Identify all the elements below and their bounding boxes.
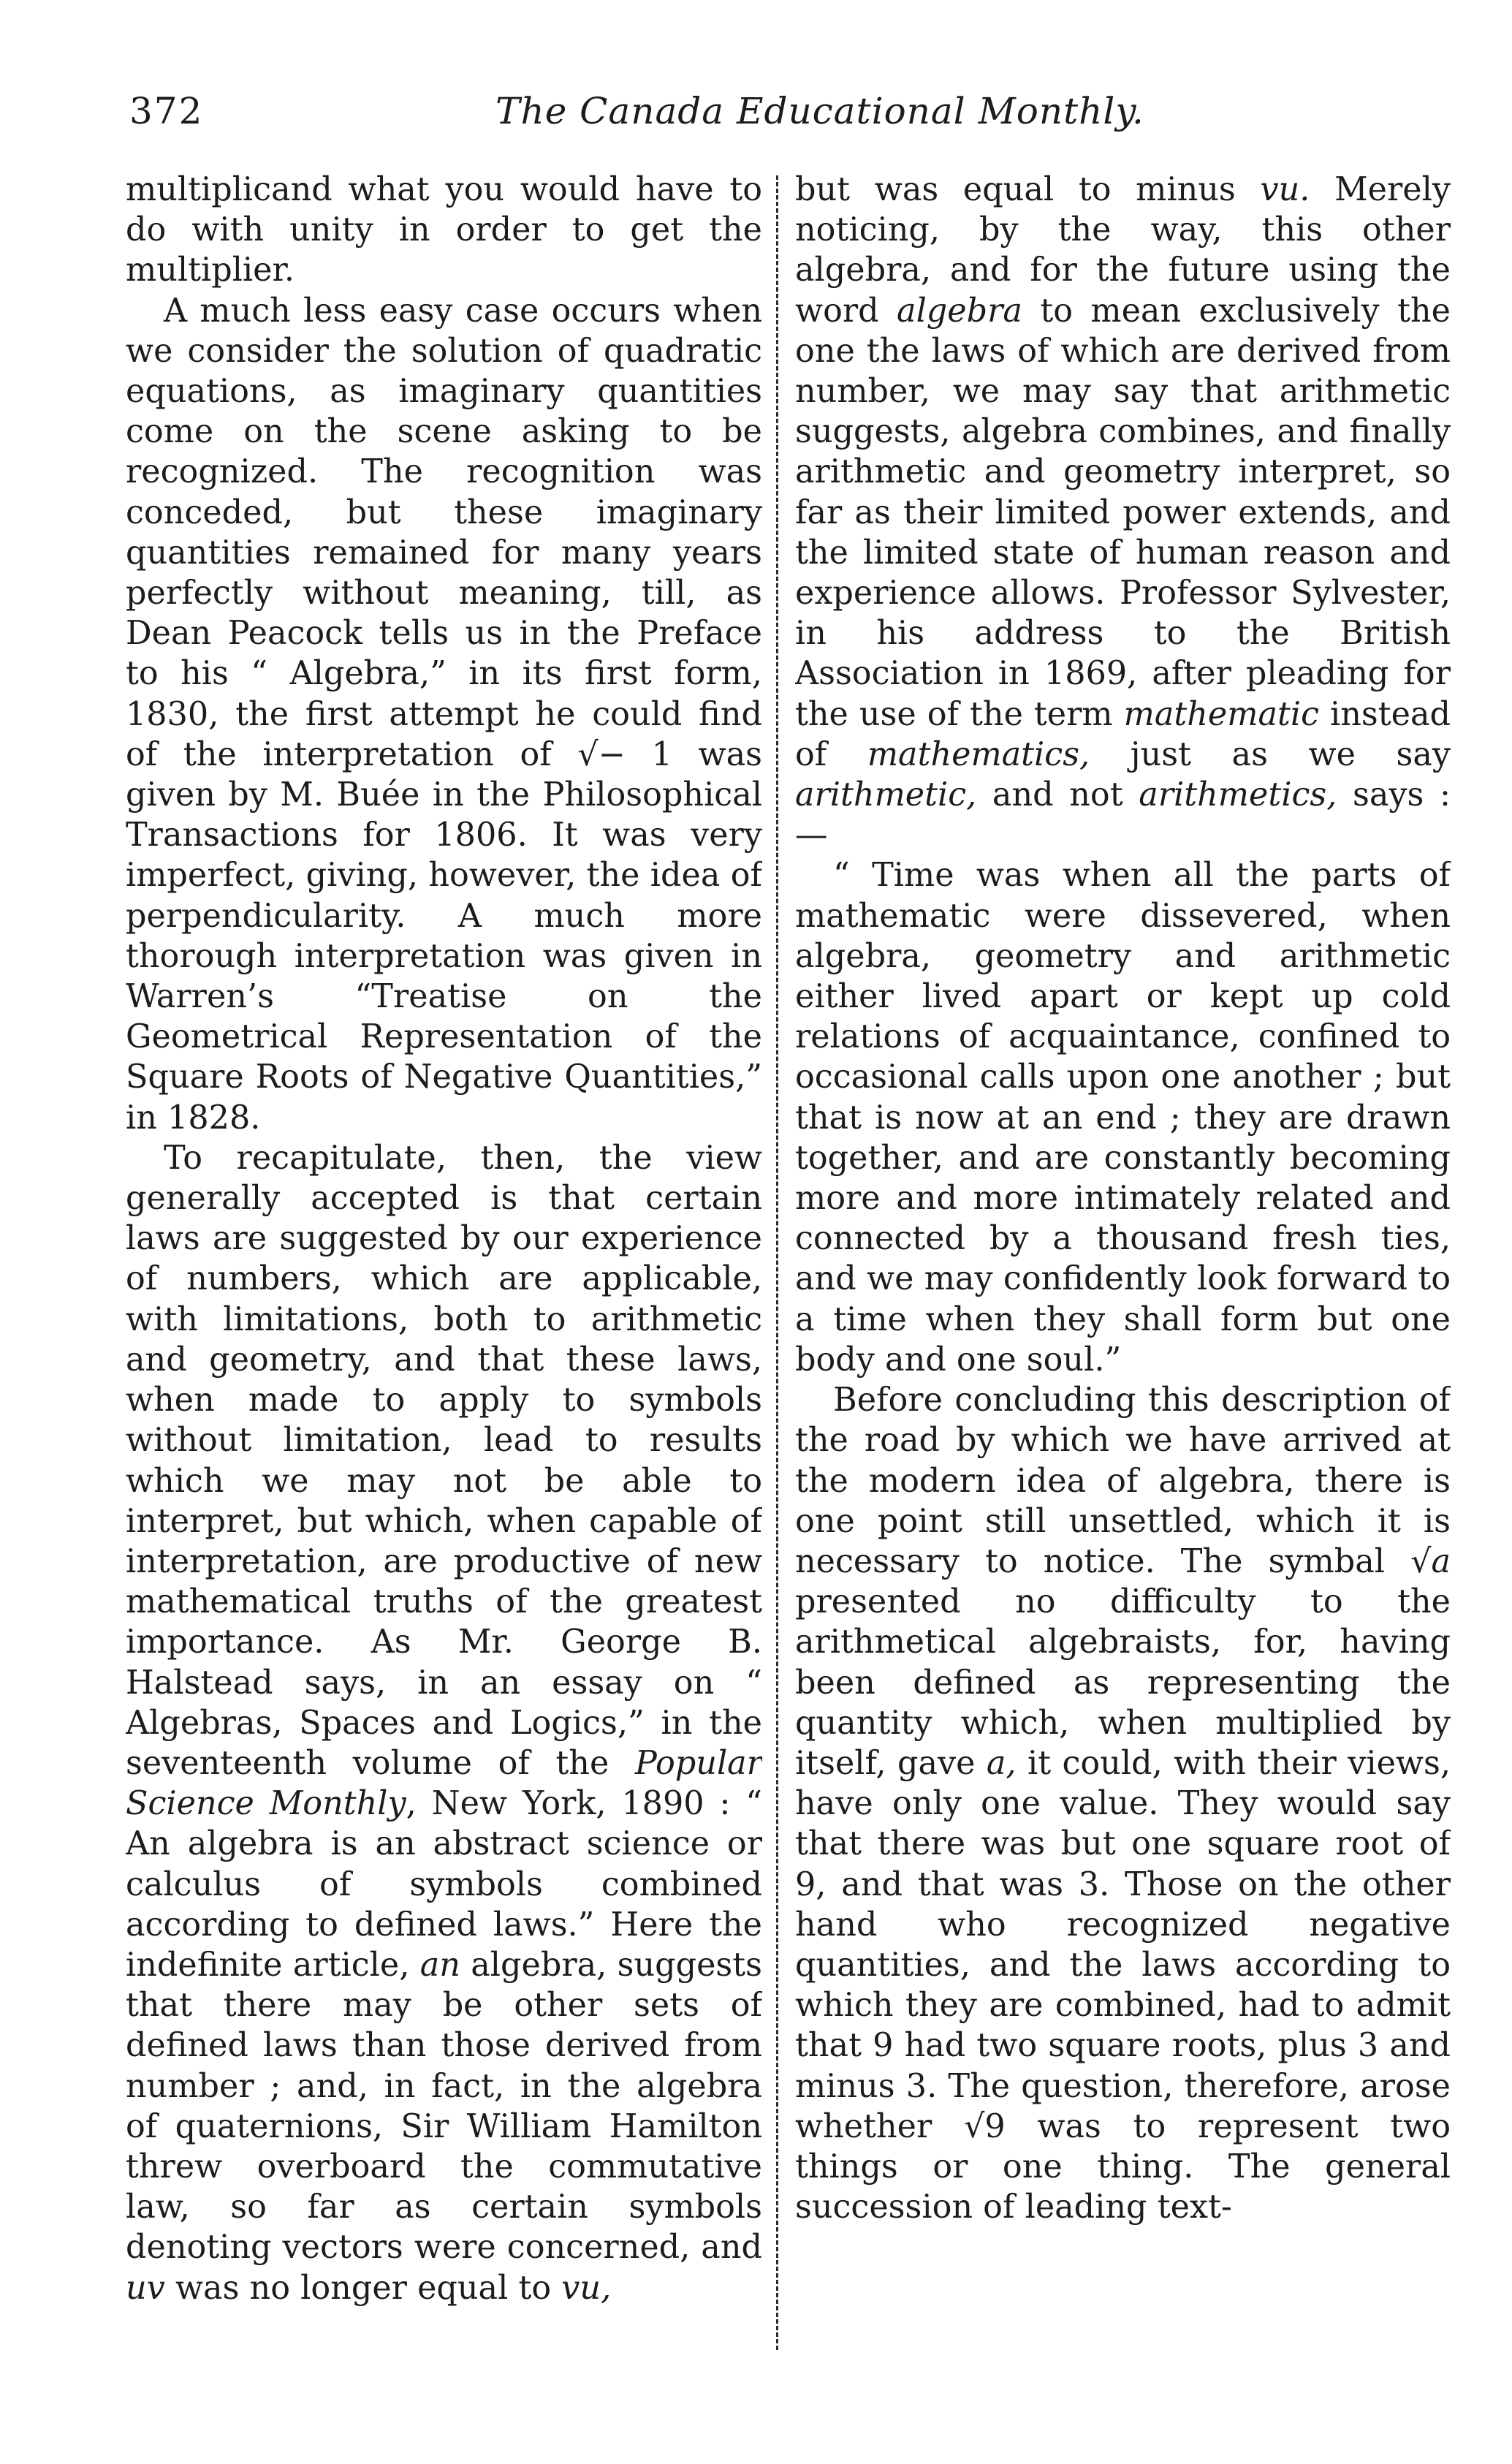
page-number: 372 — [129, 90, 204, 132]
left-p3-text-d: was no longer equal to — [164, 2269, 562, 2307]
arithmetic-term: arithmetic, — [795, 776, 977, 814]
right-p1-text-b: Merely noticing, by the way, this other algebra, and for the future using the word — [795, 171, 1451, 330]
right-column — [795, 170, 1451, 2370]
left-p3-text-b: , New York, 1890 : “ An algebra is an abstract science or calculus of symbols combined according to defined laws.” Here the indefinite article, — [126, 1785, 762, 1984]
journal-title: Popular Science Monthly — [126, 1744, 762, 1823]
vu-symbol: vu, — [561, 2269, 612, 2307]
page-header — [129, 82, 1408, 140]
mathematics-term: mathematics, — [867, 735, 1090, 773]
vu-symbol-continued: vu. — [1260, 171, 1310, 208]
left-column — [126, 170, 762, 2370]
right-p3-text-c: it could, with their views, have only one value. They would say that there was but one square root of 9, and that was 3. Those on the other hand who recognized negative quantities, and the laws according to which they are combined, had to admit that 9 had two square roots, plus 3 and minus 3. The question, therefore, arose whether √9 was to represent two things or one thing. The general succession of leading text- — [795, 1744, 1451, 2226]
left-paragraph-2: A much less easy case occurs when we consider the solution of quadratic equations, as imaginary quantities come on the scene asking to be recognized. The recognition was conceded, but these imaginary quantities remained for many years perfectly without meaning, till, as Dean Peacock tells us in the Preface to his “ Algebra,” in its first form, 1830, the first attempt he could find of the interpretation of √− 1 was given by M. Buée in the Philosophical Transactions for 1806. It was very imperfect, giving, however, the idea of perpendicularity. A much more thorough interpretation was given in Warren’s “Treatise on the Geometrical Representation of the Square Roots of Negative Quantities,” in 1828. — [126, 292, 762, 1137]
left-paragraph-1: multiplicand what you would have to do with unity in order to get the multiplier. — [126, 171, 762, 289]
right-p3-text-b: presented no difficulty to the arithmetical algebraists, for, having been defined as representing the quantity which, when multiplied by itself, gave — [795, 1583, 1451, 1782]
right-p1-text-d: instead of — [795, 695, 1451, 773]
left-p3-text-c: algebra, suggests that there may be other sets of defined laws than those derived from number ; and, in fact, in the algebra of quaternions, Sir William Hamilton threw overboard the commutative law, so far as certain symbols denoting vectors were concerned, and — [126, 1946, 762, 2267]
right-p1-text-a: but was equal to minus — [795, 171, 1261, 208]
uv-symbol: uv — [126, 2269, 165, 2307]
right-p1-text-c: to mean exclusively the one the laws of which are derived from number, we may say that arithmetic suggests, algebra combines, and finally arithmetic and geometry interpret, so far as their limited power extends, and the limited state of human reason and experience allows. Professor Sylvester, in his address to the British Association in 1869, after pleading for the use of the term — [795, 292, 1451, 733]
sylvester-quote: “ Time was when all the parts of mathematic were dissevered, when algebra, geometry and arithmetic either lived apart or kept up cold relations of acquaintance, confined to occasional calls upon one another ; but that is now at an end ; they are drawn together, and are constantly becoming more and more intimately related and connected by a thousand fresh ties, and we may confidently look forward to a time when they shall form but one body and one soul.” — [795, 857, 1451, 1379]
right-paragraph-1 — [795, 170, 1451, 855]
article-word: an — [419, 1946, 460, 1984]
right-p3-text-a: Before concluding this description of the road by which we have arrived at the modern idea of algebra, there is one point still unsettled, which it is necessary to notice. The symbal √ — [795, 1381, 1451, 1580]
mathematic-term: mathematic — [1123, 695, 1320, 733]
right-paragraph-3 — [795, 1380, 1451, 2227]
running-title: The Canada Educational Monthly. — [495, 90, 1144, 132]
left-p3-text-a: To recapitulate, then, the view generally accepted is that certain laws are suggested by our experience of numbers, which are applicable, with limitations, both to arithmetic and geometry, and that these laws, when made to apply to symbols without limitation, lead to results which we may not be able to interpret, but which, when capable of interpretation, are productive of new mathematical truths of the greatest importance. As Mr. George B. Halstead says, in an essay on “ Algebras, Spaces and Logics,” in the seventeenth volume of the — [126, 1139, 762, 1782]
left-paragraph-3 — [126, 1138, 762, 2308]
right-p1-text-g: says :— — [795, 776, 1451, 854]
arithmetics-term: arithmetics, — [1139, 776, 1337, 814]
column-divider — [776, 175, 778, 2350]
right-p1-text-e: just as we say — [1090, 735, 1451, 773]
symbol-a: a — [1431, 1542, 1451, 1580]
right-p1-text-f: and not — [976, 776, 1139, 814]
symbol-a-value: a, — [986, 1744, 1017, 1782]
algebra-term: algebra — [897, 292, 1022, 330]
